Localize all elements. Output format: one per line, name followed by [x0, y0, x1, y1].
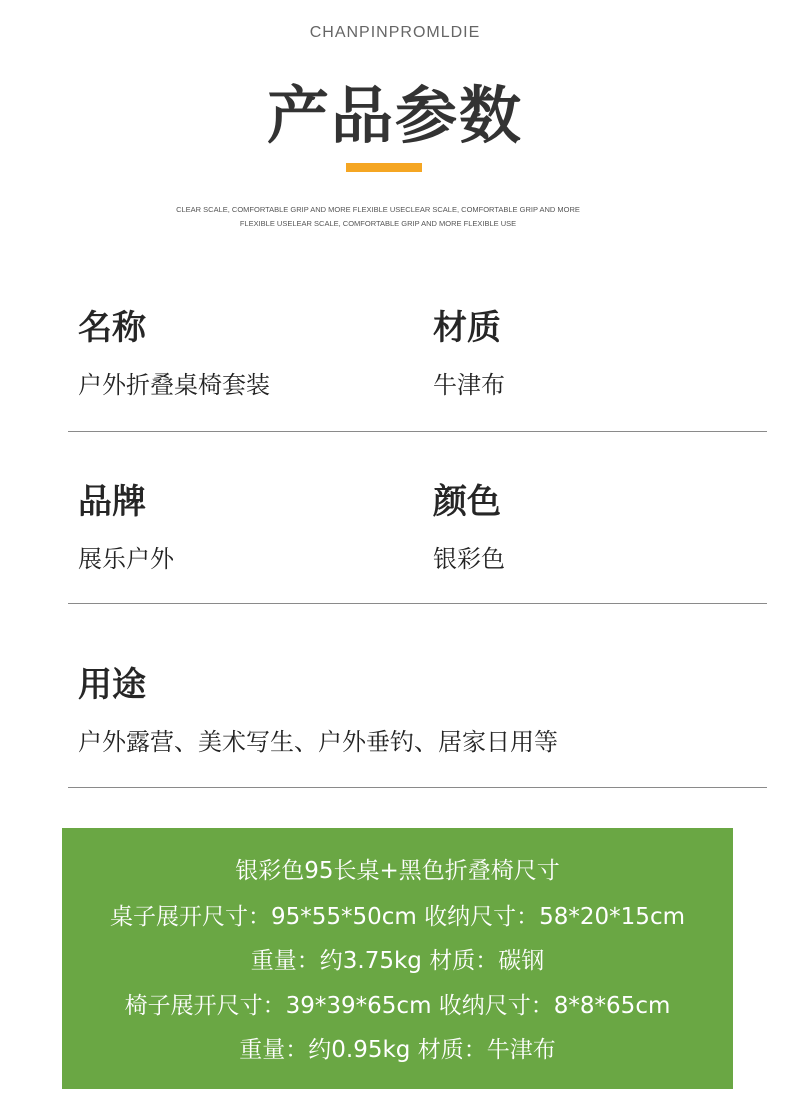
size-info-box: [62, 828, 733, 1089]
table-weight-line: 重量：约3.75kg 材质：碳钢: [250, 948, 545, 974]
spec-brand-value: 展乐户外: [78, 545, 174, 573]
spec-row-usage: [68, 657, 767, 788]
spec-usage-value: 户外露营、美术写生、户外垂钓、居家日用等: [78, 728, 558, 756]
english-subtitle: CHANPINPROMLDIE: [309, 24, 481, 41]
size-title: 银彩色95长桌+黑色折叠椅尺寸: [235, 858, 560, 884]
spec-color: [433, 474, 505, 574]
chair-weight-line: 重量：约0.95kg 材质：牛津布: [239, 1037, 556, 1063]
spec-material-label: 材质: [433, 308, 501, 348]
chair-size-line: 椅子展开尺寸：39*39*65cm 收纳尺寸：8*8*65cm: [124, 993, 671, 1019]
spec-material-value: 牛津布: [433, 371, 505, 399]
spec-brand-label: 品牌: [78, 482, 146, 522]
tagline-line-1: CLEAR SCALE, COMFORTABLE GRIP AND MORE FLEXIBLE USECLEAR SCALE, COMFORTABLE GRIP AND MORE: [176, 205, 580, 214]
table-size-line: 桌子展开尺寸：95*55*50cm 收纳尺寸：58*20*15cm: [109, 904, 685, 930]
spec-material: [433, 300, 505, 400]
tagline: [170, 203, 586, 231]
spec-color-label: 颜色: [433, 482, 501, 522]
spec-row-name-material: [68, 300, 767, 432]
spec-usage: [78, 657, 558, 757]
title-accent-bar: [346, 163, 422, 172]
spec-usage-label: 用途: [78, 665, 146, 705]
page-title: 产品参数: [266, 79, 523, 152]
spec-color-value: 银彩色: [433, 545, 505, 573]
tagline-line-2: FLEXIBLE USELEAR SCALE, COMFORTABLE GRIP AND MORE FLEXIBLE USE: [239, 219, 517, 228]
spec-name-value: 户外折叠桌椅套装: [78, 371, 270, 399]
spec-brand: [78, 474, 174, 574]
spec-row-brand-color: [68, 474, 767, 604]
spec-name-label: 名称: [78, 308, 146, 348]
spec-name: [78, 300, 270, 400]
